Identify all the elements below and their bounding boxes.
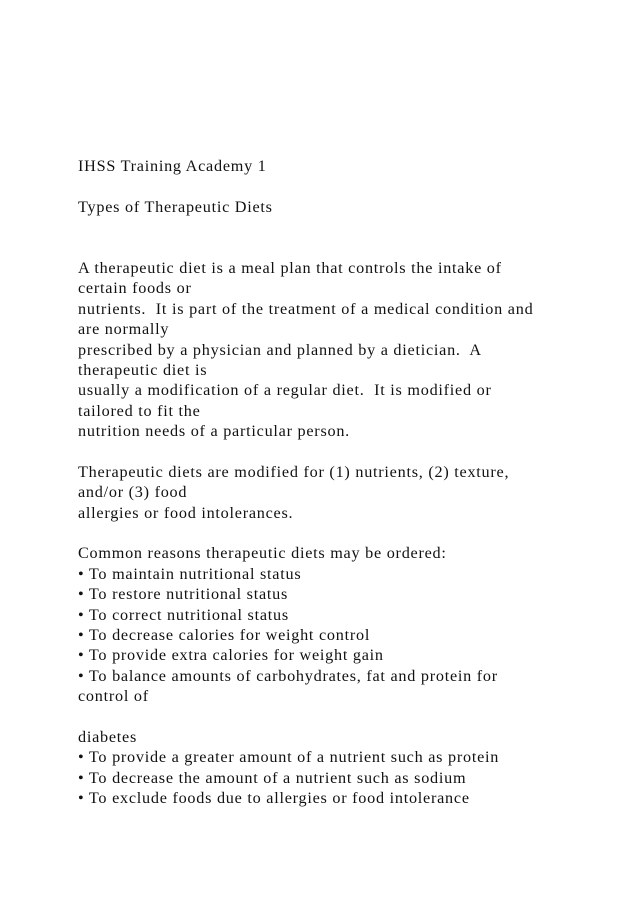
list-item: • To provide extra calories for weight gain xyxy=(78,646,384,665)
text-line: prescribed by a physician and planned by a dietician. A xyxy=(78,340,482,359)
list-item: • To exclude foods due to allergies or food intolerance xyxy=(78,789,470,808)
list-item: control of xyxy=(78,687,149,706)
list-item: • To decrease the amount of a nutrient such as sodium xyxy=(78,768,467,787)
text-line: usually a modification of a regular diet. It is modified or xyxy=(78,381,492,400)
list-item: • To maintain nutritional status xyxy=(78,564,302,583)
document-title: Types of Therapeutic Diets xyxy=(78,197,273,216)
spacer xyxy=(78,707,578,727)
text-line: are normally xyxy=(78,320,170,339)
text-line: Therapeutic diets are modified for (1) nutrients, (2) texture, xyxy=(78,462,510,481)
text-line: nutrition needs of a particular person. xyxy=(78,422,350,441)
spacer xyxy=(78,441,578,461)
spacer xyxy=(78,176,578,196)
list-item: • To restore nutritional status xyxy=(78,585,289,604)
paragraph-definition xyxy=(78,258,578,442)
reasons-list xyxy=(78,564,578,809)
document-body xyxy=(78,156,578,809)
text-line: tailored to fit the xyxy=(78,401,201,420)
list-item: • To correct nutritional status xyxy=(78,605,289,624)
text-line: A therapeutic diet is a meal plan that controls the intake of xyxy=(78,258,502,277)
spacer xyxy=(78,523,578,543)
text-line: allergies or food intolerances. xyxy=(78,503,294,522)
text-line: certain foods or xyxy=(78,279,192,298)
text-line: and/or (3) food xyxy=(78,483,188,502)
text-line: therapeutic diet is xyxy=(78,360,208,379)
list-item: • To decrease calories for weight control xyxy=(78,626,371,644)
list-item: • To provide a greater amount of a nutrient such as protein xyxy=(78,748,500,767)
document-header: IHSS Training Academy 1 xyxy=(78,157,267,175)
list-item: • To balance amounts of carbohydrates, fat and protein for xyxy=(78,666,498,685)
paragraph-modifications xyxy=(78,462,578,523)
spacer xyxy=(78,217,578,258)
text-line: nutrients. It is part of the treatment of a medical condition and xyxy=(78,299,534,318)
list-item: diabetes xyxy=(78,727,138,746)
list-intro: Common reasons therapeutic diets may be ordered: xyxy=(78,544,447,563)
